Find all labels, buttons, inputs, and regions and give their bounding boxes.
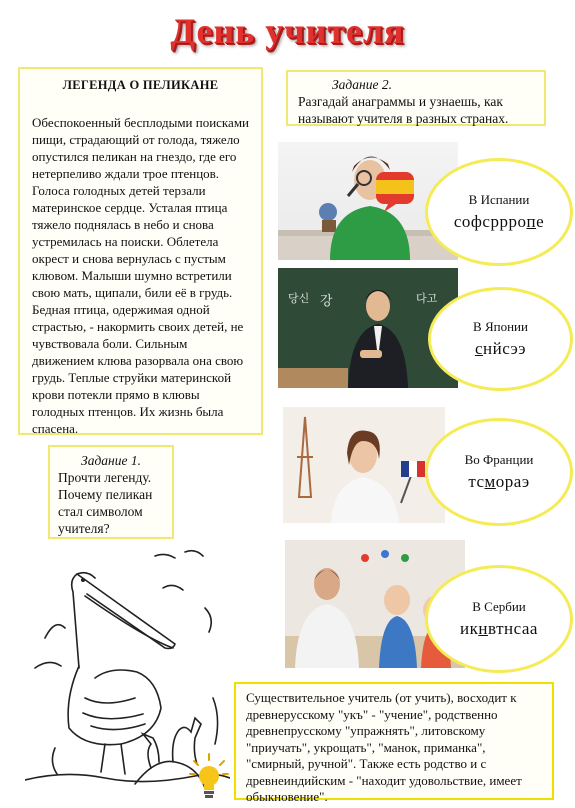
legend-text: Обеспокоенный бесплодыми поисками пищи, страдающий от голода, тяжело опустился пеликан на гнездо, где его нетерпеливо ждали трое птенцов. Голоса голодных детей терзали материнское сердце. Усталая птица тяжело поднялась в небо и снова устремилась на поиски. Облетела окрест и снова вернулась с пустым клювом. Малыши шумно встретили свою мать, щипали, били её в грудь. Бедная птица, одержимая одной страстью, - накормить своих детей, не чувствовала боли. Сильным движением клюва разорвала она свою грудь. Теплые струйки материнской крови потекли прямо в клювы голодных птенцов. Их жизнь была спасена. <box>32 115 250 436</box>
task2-box <box>286 70 546 126</box>
country-spain: В Испании <box>468 192 530 207</box>
task1-text: Прочти легенду. Почему пеликан стал символом учителя? <box>58 470 153 536</box>
legend-box <box>18 67 263 435</box>
board-text-right: 다고 <box>416 292 438 305</box>
bubble-serbia <box>425 565 573 673</box>
country-serbia: В Сербии <box>472 599 526 614</box>
board-text-left: 당신 <box>288 292 310 305</box>
etymology-box <box>234 682 554 804</box>
bubble-france <box>425 418 573 526</box>
task2-text: Разгадай анаграммы и узнаешь, как называют учителя в разных странах. <box>298 94 509 126</box>
country-japan: В Японии <box>473 319 528 334</box>
bubble-spain <box>425 158 573 266</box>
legend-heading: ЛЕГЕНДА О ПЕЛИКАНЕ <box>62 78 219 92</box>
task2-label: Задание 2. <box>332 77 392 92</box>
anagram-spain: софсррропе <box>453 212 545 231</box>
lightbulb-icon <box>188 752 230 804</box>
etymology-text: Существительное учитель (от учить), восходит к древнерусскому "укъ" - "учение", родственно древнепрусскому "упражнять", литовскому "приучать", укрощать", "манок, приманка", "смирный, ручной". Также есть родство и с древнеиндийским - "находит удовольствие, имеет обыкновение". <box>246 690 522 804</box>
task1-box <box>48 445 174 539</box>
page-title: День учителя <box>170 11 405 51</box>
task1-label: Задание 1. <box>81 453 141 468</box>
country-france: Во Франции <box>464 452 534 467</box>
anagram-serbia: икнвтнсаа <box>460 619 538 638</box>
anagram-france: тсмораэ <box>468 472 530 491</box>
board-text-mid: 강 <box>320 294 333 309</box>
france-teacher-photo <box>283 407 445 523</box>
anagram-japan: снйсээ <box>474 339 527 358</box>
bubble-japan <box>428 287 573 391</box>
